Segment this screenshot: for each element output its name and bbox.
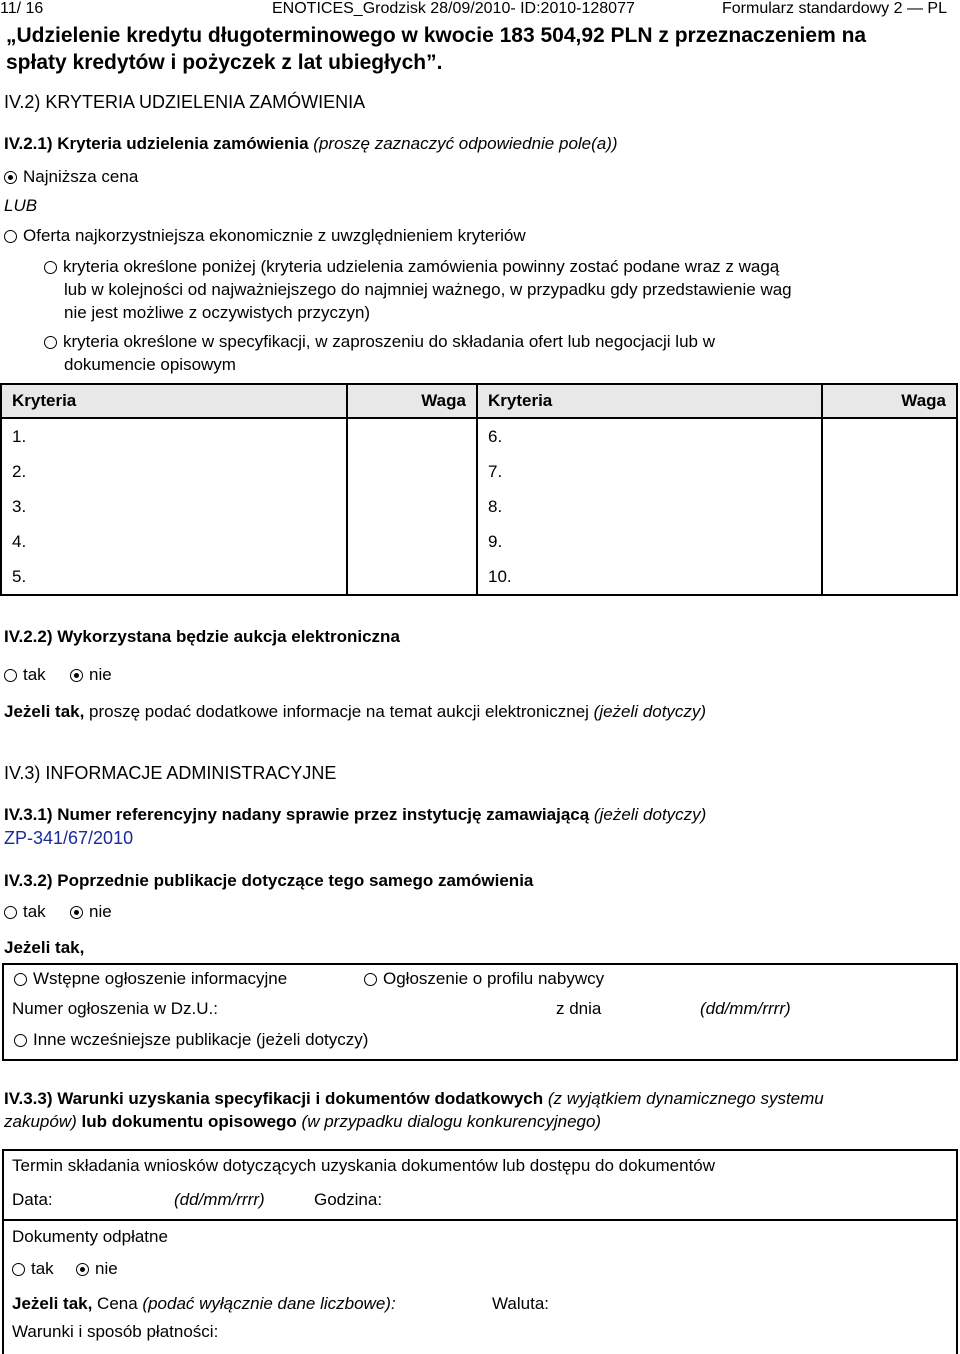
section-iv33-heading: IV.3.3) Warunki uzyskania specyfikacji i dokumentów dodatkowych (z wyjątkiem dynamicznego systemu (4, 1089, 824, 1108)
table-cell: 5. (1, 559, 347, 595)
section-iv3-heading: IV.3) INFORMACJE ADMINISTRACYJNE (4, 763, 337, 783)
prior-pub-if-yes: Jeżeli tak, (4, 938, 85, 957)
auction-no[interactable]: nie (70, 665, 112, 685)
deadline-date-label: Data: (12, 1190, 53, 1209)
section-iv22-heading: IV.2.2) Wykorzystana będzie aukcja elektroniczna (4, 627, 400, 646)
option-best-offer[interactable]: Oferta najkorzystniejsza ekonomicznie z uwzględnieniem kryteriów (4, 226, 526, 246)
radio-icon[interactable] (4, 669, 17, 682)
table-header-row (1, 384, 957, 418)
column-header: Kryteria (477, 384, 822, 418)
table-cell: 9. (477, 524, 822, 559)
radio-checked-icon[interactable] (70, 906, 83, 919)
paid-no[interactable]: nie (76, 1259, 118, 1279)
oj-number-label: Numer ogłoszenia w Dz.U.: (12, 999, 218, 1018)
table-cell[interactable] (347, 418, 477, 454)
criteria-below-line-2: lub w kolejności od najważniejszego do najmniej ważnego, w przypadku gdy przedstawienie wag (64, 280, 792, 299)
table-row (1, 559, 957, 595)
option-buyer-profile[interactable]: Ogłoszenie o profilu nabywcy (364, 969, 604, 989)
table-cell: 3. (1, 489, 347, 524)
section-iv21-heading: IV.2.1) Kryteria udzielenia zamówienia (proszę zaznaczyć odpowiednie pole(a)) (4, 134, 618, 153)
radio-checked-icon[interactable] (70, 669, 83, 682)
prior-pub-no[interactable]: nie (70, 902, 112, 922)
radio-icon[interactable] (44, 336, 57, 349)
table-row (1, 524, 957, 559)
column-header: Waga (347, 384, 477, 418)
section-iv31-heading: IV.3.1) Numer referencyjny nadany sprawie przez instytucję zamawiającą (jeżeli dotyczy) (4, 805, 707, 824)
table-row (1, 489, 957, 524)
section-iv33-heading-line-2: zakupów) lub dokumentu opisowego (w przypadku dialogu konkurencyjnego) (4, 1112, 602, 1131)
table-cell[interactable] (822, 454, 957, 489)
option-criteria-spec[interactable]: kryteria określone w specyfikacji, w zaproszeniu do składania ofert lub negocjacji lub w (44, 332, 715, 352)
table-cell[interactable] (347, 559, 477, 595)
auction-info-text: Jeżeli tak, proszę podać dodatkowe informacje na temat aukcji elektronicznej (jeżeli dotyczy) (4, 702, 707, 721)
section-iv32-heading: IV.3.2) Poprzednie publikacje dotyczące tego samego zamówienia (4, 871, 534, 890)
auction-yes[interactable]: tak (4, 665, 46, 685)
table-cell: 10. (477, 559, 822, 595)
radio-checked-icon[interactable] (4, 171, 17, 184)
table-cell: 6. (477, 418, 822, 454)
table-row (1, 454, 957, 489)
option-criteria-below[interactable]: kryteria określone poniżej (kryteria udzielenia zamówienia powinny zostać podane wraz z wagą (44, 257, 779, 277)
table-cell: 8. (477, 489, 822, 524)
radio-icon[interactable] (4, 906, 17, 919)
paid-documents-label: Dokumenty odpłatne (12, 1227, 168, 1246)
paid-yes[interactable]: tak (12, 1259, 54, 1279)
section-iv2-heading: IV.2) KRYTERIA UDZIELENIA ZAMÓWIENIA (4, 92, 366, 112)
table-cell[interactable] (822, 489, 957, 524)
prior-pub-yes[interactable]: tak (4, 902, 46, 922)
table-cell: 4. (1, 524, 347, 559)
criteria-below-line-3: nie jest możliwe z oczywistych przyczyn) (64, 303, 371, 322)
price-label: Jeżeli tak, Cena (podać wyłącznie dane liczbowe): (12, 1294, 396, 1313)
deadline-label: Termin składania wniosków dotyczących uzyskania dokumentów lub dostępu do dokumentów (12, 1156, 716, 1175)
deadline-time-label: Godzina: (314, 1190, 383, 1209)
table-cell[interactable] (822, 559, 957, 595)
criteria-spec-line-2: dokumencie opisowym (64, 355, 236, 374)
date-format: (dd/mm/rrrr) (700, 999, 791, 1018)
reference-number: ZP-341/67/2010 (4, 828, 134, 848)
table-cell[interactable] (822, 524, 957, 559)
radio-icon[interactable] (14, 1034, 27, 1047)
criteria-table (0, 383, 958, 596)
table-row (1, 418, 957, 454)
title-line-1: „Udzielenie kredytu długoterminowego w kwocie 183 504,92 PLN z przeznaczeniem na (6, 24, 867, 47)
table-cell: 7. (477, 454, 822, 489)
radio-icon[interactable] (44, 261, 57, 274)
option-other-publications[interactable]: Inne wcześniejsze publikacje (jeżeli dotyczy) (14, 1030, 368, 1050)
date-label: z dnia (556, 999, 602, 1018)
column-header: Waga (822, 384, 957, 418)
radio-icon[interactable] (4, 230, 17, 243)
table-cell[interactable] (347, 524, 477, 559)
radio-icon[interactable] (14, 973, 27, 986)
lub-label: LUB (4, 196, 38, 215)
table-cell: 1. (1, 418, 347, 454)
option-prior-info-notice[interactable]: Wstępne ogłoszenie informacyjne (14, 969, 287, 989)
deadline-date-format: (dd/mm/rrrr) (174, 1190, 265, 1209)
page-number: 11/ 16 (0, 0, 44, 17)
notice-id: ENOTICES_Grodzisk 28/09/2010- ID:2010-128077 (272, 0, 635, 17)
title-line-2: spłaty kredytów i pożyczek z lat ubiegłych”. (6, 51, 443, 74)
radio-icon[interactable] (364, 973, 377, 986)
payment-terms-label: Warunki i sposób płatności: (12, 1322, 219, 1341)
currency-label: Waluta: (492, 1294, 550, 1313)
table-cell: 2. (1, 454, 347, 489)
form-type: Formularz standardowy 2 — PL (722, 0, 947, 17)
option-lowest-price[interactable]: Najniższa cena (4, 167, 138, 187)
column-header: Kryteria (1, 384, 347, 418)
radio-icon[interactable] (12, 1263, 25, 1276)
table-cell[interactable] (347, 489, 477, 524)
table-cell[interactable] (822, 418, 957, 454)
radio-checked-icon[interactable] (76, 1263, 89, 1276)
table-cell[interactable] (347, 454, 477, 489)
